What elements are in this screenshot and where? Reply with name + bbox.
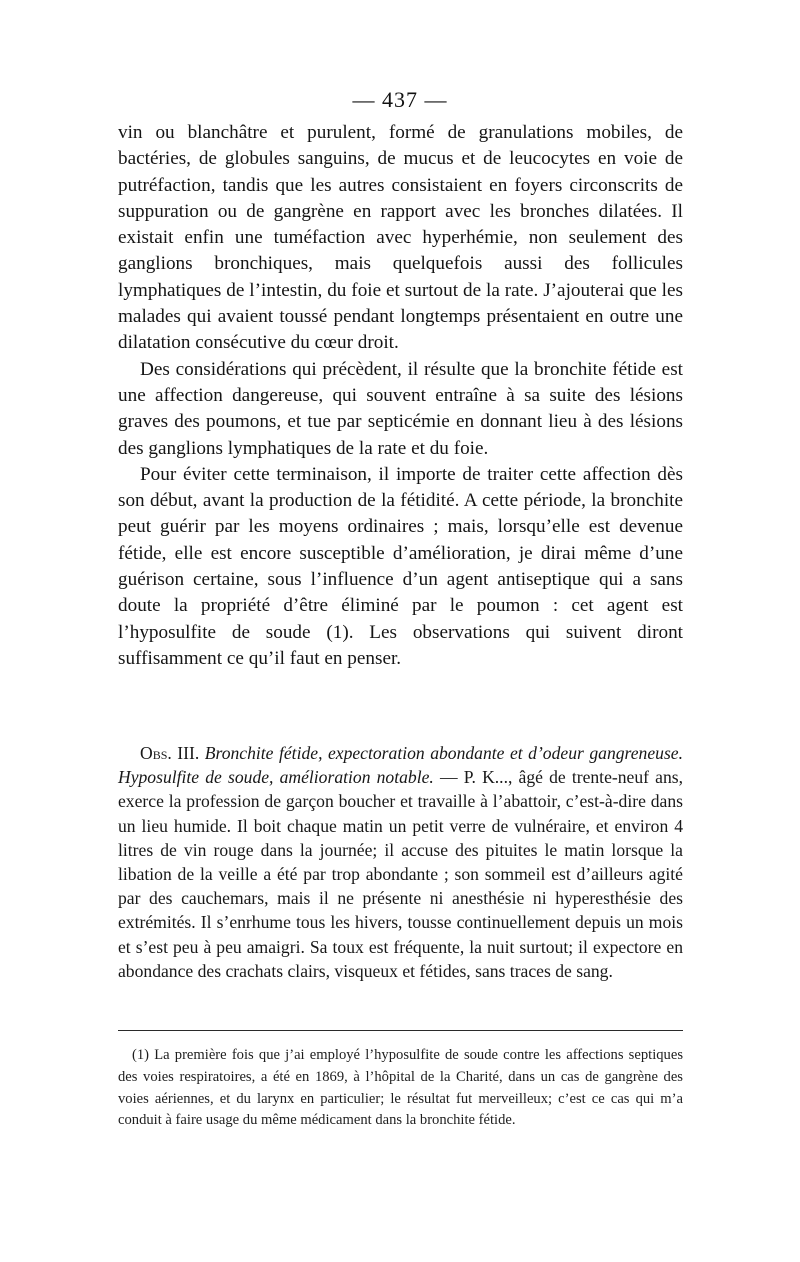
- observation-paragraph: [118, 741, 683, 983]
- main-text: [118, 120, 683, 672]
- observation-title: Bronchite fétide, expectoration abondante et d’odeur gangreneuse. Hyposulfite de soude, amélioration notable.: [118, 743, 683, 788]
- footnote: [118, 1045, 683, 1132]
- footnote-text: (1) La première fois que j’ai employé l’hyposulfite de soude contre les affections septiques des voies respiratoires, a été en 1869, à l’hôpital de la Charité, dans un cas de gangrène des voies aériennes, et du larynx en particulier; le résultat fut merveilleux; c’est ce cas qui m’a conduit à faire usage du même médicament dans la bronchite fétide.: [118, 1047, 683, 1129]
- paragraph-1: vin ou blanchâtre et purulent, formé de granulations mobiles, de bactéries, de globules sanguins, de mucus et de leucocytes en voie de putréfaction, tandis que les autres consistaient en foyers circonscrits de suppuration ou de gangrène en rapport avec les bronches dilatées. Il existait enfin une tuméfaction avec hyperhémie, non seulement des ganglions bronchiques, mais quelquefois aussi des follicules lymphatiques de l’intestin, du foie et surtout de la rate. J’ajouterai que les malades qui avaient toussé pendant longtemps présentaient en outre une dilatation consécutive du cœur droit.: [118, 122, 683, 354]
- observation-label: Obs. III.: [140, 743, 200, 763]
- paragraph-2: Des considérations qui précèdent, il résulte que la bronchite fétide est une affection dangereuse, qui souvent entraîne à sa suite des lésions graves des poumons, et tue par septicémie en donnant lieu à des lésions des ganglions lymphatiques de la rate et du foie.: [118, 358, 683, 459]
- observation-dash: —: [433, 767, 464, 788]
- paragraph-3: Pour éviter cette terminaison, il importe de traiter cette affection dès son début, avant la production de la fétidité. A cette période, la bronchite peut guérir par les moyens ordinaires ; mais, lorsqu’elle est devenue fétide, elle est encore susceptible d’amélioration, je dirai même d’une guérison certaine, sous l’influence d’un agent antiseptique qui a sans doute la propriété d’être éliminé par le poumon : cet agent est l’hyposulfite de soude (1). Les observations qui suivent diront suffisamment ce qu’il faut en penser.: [118, 463, 683, 669]
- page-number: — 437 —: [352, 87, 448, 112]
- observation-text: P. K..., âgé de trente-neuf ans, exerce la profession de garçon boucher et travaille à l’abattoir, c’est-à-dire dans un lieu humide. Il boit chaque matin un petit verre de vulnéraire, et environ 4 litres de vin rouge dans la journée; il accuse des pituites le matin lorsque la libation de la veille a été par trop abondante ; son sommeil est d’ailleurs agité par des cauchemars, mais il ne présente ni anesthésie ni hyperesthésie des extrémités. Il s’enrhume tous les hivers, tousse continuellement depuis un mois et s’est peu à peu amaigri. Sa toux est fréquente, la nuit surtout; il expectore en abondance des crachats clairs, visqueux et fétides, sans traces de sang.: [118, 767, 683, 981]
- footnote-divider: [118, 1030, 683, 1031]
- observation-block: [118, 741, 683, 983]
